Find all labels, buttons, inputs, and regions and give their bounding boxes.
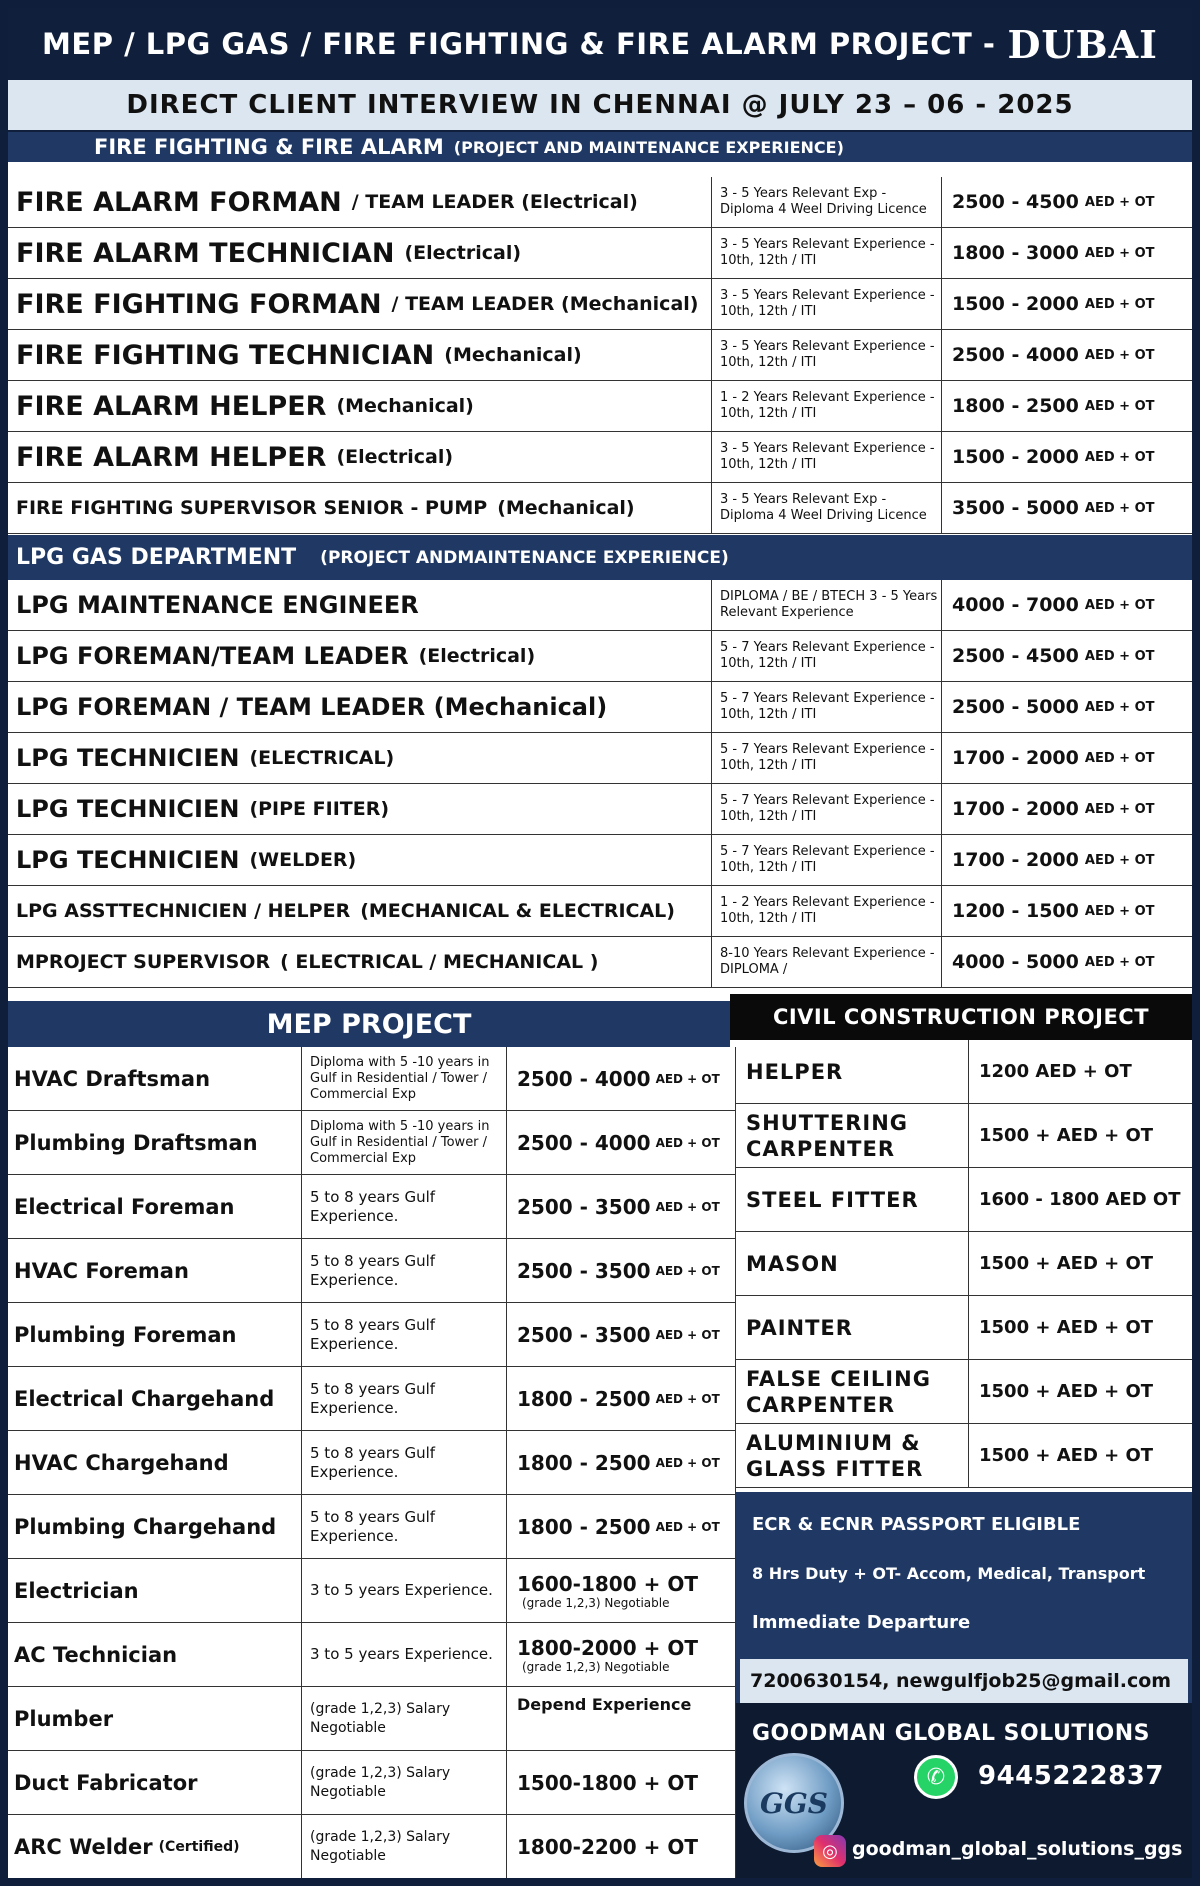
mep-salary: 1800-2200 + OT: [517, 1834, 698, 1859]
civil-role: HELPER: [746, 1059, 844, 1084]
mep-row: [8, 1751, 736, 1815]
lpg_rows-row: [8, 733, 1192, 784]
fire_rows-role: FIRE FIGHTING TECHNICIAN: [16, 339, 435, 371]
mep-salary-cell: [506, 1111, 736, 1174]
fire_rows-role-tag: (Mechanical): [444, 344, 582, 366]
lpg-section-header: [8, 535, 1192, 580]
contact-line[interactable]: 7200630154, newgulfjob25@gmail.com: [740, 1659, 1188, 1703]
mep-role-cell: [8, 1303, 301, 1366]
mep-role-cell: [8, 1623, 301, 1686]
fire_rows-experience: 3 - 5 Years Relevant Experience - 10th, 12th / ITI: [711, 228, 941, 278]
civil-row: [736, 1232, 1192, 1296]
mep-role: HVAC Draftsman: [14, 1066, 211, 1091]
mep-experience: (grade 1,2,3) Salary Negotiable: [301, 1751, 506, 1814]
lpg_rows-role-tag: (PIPE FIITER): [249, 798, 390, 820]
civil-role: MASON: [746, 1251, 839, 1276]
civil-role: ALUMINIUM & GLASS FITTER: [746, 1430, 924, 1481]
mep-salary-unit: (grade 1,2,3) Negotiable: [522, 1595, 670, 1610]
mep-role: HVAC Foreman: [14, 1258, 189, 1283]
info-box: [736, 1492, 1192, 1878]
mep-row: [8, 1559, 736, 1623]
fire_rows-salary-cell: [941, 228, 1192, 278]
fire_rows-role-cell: [8, 279, 711, 329]
mep-salary: 1600-1800 + OT: [517, 1571, 698, 1596]
civil-role: STEEL FITTER: [746, 1187, 919, 1212]
fire_rows-salary-cell: [941, 177, 1192, 227]
mep-experience: 5 to 8 years Gulf Experience.: [301, 1175, 506, 1238]
mep-experience: Diploma with 5 -10 years in Gulf in Residential / Tower / Commercial Exp: [301, 1111, 506, 1174]
whatsapp-number[interactable]: 9445222837: [978, 1761, 1164, 1791]
mep-role: Plumber: [14, 1706, 114, 1731]
lpg_rows-salary-cell: [941, 580, 1192, 630]
mep-salary-unit: AED + OT: [655, 1135, 720, 1150]
mep-salary-cell: [506, 1239, 736, 1302]
fire_rows-row: [8, 483, 1192, 534]
mep-salary: Depend Experience: [517, 1695, 692, 1714]
lpg_rows-salary: 1700 - 2000: [952, 747, 1079, 769]
lpg_rows-salary-unit: AED + OT: [1084, 597, 1155, 613]
lpg_rows-experience: 5 - 7 Years Relevant Experience - 10th, 12th / ITI: [711, 631, 941, 681]
fire_rows-row: [8, 432, 1192, 483]
civil-salary: 1500 + AED + OT: [968, 1360, 1192, 1423]
lpg_rows-row: [8, 631, 1192, 682]
lpg_rows-role-cell: [8, 886, 711, 936]
civil-salary: 1500 + AED + OT: [968, 1424, 1192, 1487]
mep-salary: 2500 - 4000: [517, 1130, 651, 1155]
mep-salary-cell: [506, 1495, 736, 1558]
fire_rows-salary-unit: AED + OT: [1084, 449, 1155, 465]
fire_rows-experience: 3 - 5 Years Relevant Experience - 10th, 12th / ITI: [711, 432, 941, 482]
fire_rows-salary: 2500 - 4500: [952, 191, 1079, 213]
fire_rows-role-tag: (Mechanical): [497, 497, 635, 519]
mep-experience: (grade 1,2,3) Salary Negotiable: [301, 1687, 506, 1750]
fire_rows-role: FIRE ALARM HELPER: [16, 441, 327, 473]
fire_rows-role: FIRE FIGHTING FORMAN: [16, 288, 382, 320]
lpg_rows-salary-unit: AED + OT: [1084, 648, 1155, 664]
lpg_rows-salary: 4000 - 7000: [952, 594, 1079, 616]
lpg_rows-salary-unit: AED + OT: [1084, 801, 1155, 817]
civil-salary: 1500 + AED + OT: [968, 1232, 1192, 1295]
lpg_rows-experience: 5 - 7 Years Relevant Experience - 10th, 12th / ITI: [711, 682, 941, 732]
mep-salary-cell: [506, 1431, 736, 1494]
mep-row: [8, 1815, 736, 1878]
mep-salary-unit: AED + OT: [655, 1071, 720, 1086]
mep-row: [8, 1111, 736, 1175]
mep-experience: 5 to 8 years Gulf Experience.: [301, 1367, 506, 1430]
mep-role: HVAC Chargehand: [14, 1450, 229, 1475]
lpg_rows-role-cell: [8, 835, 711, 885]
poster-title: [8, 8, 1192, 80]
lpg_rows-role-tag: ( ELECTRICAL / MECHANICAL ): [280, 951, 599, 973]
mep-row: [8, 1623, 736, 1687]
mep-role: ARC Welder: [14, 1834, 153, 1859]
fire_rows-salary-unit: AED + OT: [1084, 398, 1155, 414]
mep-salary-cell: [506, 1175, 736, 1238]
fire_rows-experience: 3 - 5 Years Relevant Exp - Diploma 4 Weel Driving Licence: [711, 177, 941, 227]
company-name: GOODMAN GLOBAL SOLUTIONS: [752, 1721, 1150, 1746]
lpg_rows-role-tag: (Electrical): [418, 645, 536, 667]
civil-row: [736, 1360, 1192, 1424]
mep-salary-unit: AED + OT: [655, 1327, 720, 1342]
mep-salary: 1800 - 2500: [517, 1514, 651, 1539]
lpg_rows-experience: 5 - 7 Years Relevant Experience - 10th, 12th / ITI: [711, 733, 941, 783]
civil-row: [736, 1424, 1192, 1488]
lpg_rows-role: LPG ASSTTECHNICIEN / HELPER: [16, 900, 351, 922]
mep-salary-cell: [506, 1559, 736, 1622]
mep-role-cell: [8, 1751, 301, 1814]
fire_rows-role-cell: [8, 330, 711, 380]
company-logo: GGS: [744, 1753, 844, 1853]
civil-section-header: CIVIL CONSTRUCTION PROJECT: [730, 994, 1192, 1040]
fire_rows-role-tag: (Electrical): [336, 446, 454, 468]
fire-section-header: [8, 132, 1192, 162]
fire_rows-role-tag: (Electrical): [404, 242, 522, 264]
civil-salary: 1500 + AED + OT: [968, 1104, 1192, 1167]
mep-salary-unit: AED + OT: [655, 1263, 720, 1278]
lpg_rows-role: LPG FOREMAN / TEAM LEADER (Mechanical): [16, 693, 608, 721]
fire_rows-experience: 3 - 5 Years Relevant Exp - Diploma 4 Weel Driving Licence: [711, 483, 941, 533]
civil-row: [736, 1104, 1192, 1168]
fire_rows-salary: 3500 - 5000: [952, 497, 1079, 519]
fire_rows-salary-unit: AED + OT: [1084, 296, 1155, 312]
mep-role-cell: [8, 1111, 301, 1174]
civil-role: SHUTTERING CARPENTER: [746, 1110, 909, 1161]
lpg_rows-row: [8, 682, 1192, 733]
lpg_rows-salary-cell: [941, 631, 1192, 681]
mep-salary-cell: [506, 1815, 736, 1878]
mep-salary: 2500 - 3500: [517, 1258, 651, 1283]
mep-role-note: (Certified): [158, 1838, 240, 1855]
lpg_rows-salary-unit: AED + OT: [1084, 750, 1155, 766]
fire_rows-salary-cell: [941, 381, 1192, 431]
mep-section-header: MEP PROJECT: [8, 1001, 730, 1047]
lpg_rows-role: LPG TECHNICIEN: [16, 795, 240, 823]
mep-role: Plumbing Draftsman: [14, 1130, 258, 1155]
mep-experience: Diploma with 5 -10 years in Gulf in Residential / Tower / Commercial Exp: [301, 1047, 506, 1110]
fire-section-title: FIRE FIGHTING & FIRE ALARM: [94, 135, 444, 159]
lpg-section-subtitle: (PROJECT ANDMAINTENANCE EXPERIENCE): [320, 547, 729, 568]
lpg_rows-experience: 1 - 2 Years Relevant Experience - 10th, 12th / ITI: [711, 886, 941, 936]
lpg_rows-row: [8, 580, 1192, 631]
lpg_rows-salary-cell: [941, 937, 1192, 987]
civil-salary: 1200 AED + OT: [968, 1040, 1192, 1103]
fire_rows-row: [8, 228, 1192, 279]
lpg_rows-salary: 1700 - 2000: [952, 849, 1079, 871]
lpg_rows-salary: 4000 - 5000: [952, 951, 1079, 973]
mep-role: Plumbing Chargehand: [14, 1514, 277, 1539]
mep-salary-unit: AED + OT: [655, 1199, 720, 1214]
fire-section-subtitle: (PROJECT AND MAINTENANCE EXPERIENCE): [453, 137, 844, 157]
fire_rows-row: [8, 381, 1192, 432]
civil-role: FALSE CEILING CARPENTER: [746, 1366, 931, 1417]
mep-row: [8, 1047, 736, 1111]
title-city: DUBAI: [1007, 21, 1158, 67]
mep-salary: 1500-1800 + OT: [517, 1770, 698, 1795]
lpg_rows-row: [8, 835, 1192, 886]
fire_rows-role-cell: [8, 228, 711, 278]
instagram-handle[interactable]: goodman_global_solutions_ggs: [852, 1838, 1183, 1860]
lpg_rows-salary: 2500 - 4500: [952, 645, 1079, 667]
mep-salary: 1800-2000 + OT: [517, 1635, 698, 1660]
mep-role-cell: [8, 1431, 301, 1494]
lpg_rows-salary-cell: [941, 835, 1192, 885]
mep-role: Plumbing Foreman: [14, 1322, 237, 1347]
fire_rows-salary-unit: AED + OT: [1084, 245, 1155, 261]
company-footer: [736, 1703, 1192, 1878]
fire_rows-role: FIRE ALARM TECHNICIAN: [16, 237, 395, 269]
lpg_rows-salary-unit: AED + OT: [1084, 852, 1155, 868]
title-text: MEP / LPG GAS / FIRE FIGHTING & FIRE ALARM PROJECT -: [42, 27, 996, 61]
mep-role-cell: [8, 1367, 301, 1430]
passport-eligibility: ECR & ECNR PASSPORT ELIGIBLE: [752, 1514, 1081, 1535]
fire_rows-experience: 3 - 5 Years Relevant Experience - 10th, 12th / ITI: [711, 279, 941, 329]
civil-role: PAINTER: [746, 1315, 853, 1340]
lpg_rows-experience: 5 - 7 Years Relevant Experience - 10th, 12th / ITI: [711, 835, 941, 885]
lpg_rows-salary: 1700 - 2000: [952, 798, 1079, 820]
civil-row: [736, 1168, 1192, 1232]
lpg_rows-role-cell: [8, 682, 711, 732]
fire_rows-row: [8, 279, 1192, 330]
lpg_rows-experience: DIPLOMA / BE / BTECH 3 - 5 Years Relevant Experience: [711, 580, 941, 630]
lpg_rows-role: LPG TECHNICIEN: [16, 744, 240, 772]
mep-salary-unit: AED + OT: [655, 1391, 720, 1406]
mep-salary-cell: [506, 1303, 736, 1366]
mep-role-cell: [8, 1687, 301, 1750]
lpg_rows-role-cell: [8, 937, 711, 987]
fire_rows-salary: 2500 - 4000: [952, 344, 1079, 366]
lpg_rows-salary-unit: AED + OT: [1084, 903, 1155, 919]
fire_rows-role: FIRE FIGHTING SUPERVISOR SENIOR - PUMP: [16, 497, 488, 519]
mep-row: [8, 1303, 736, 1367]
fire_rows-role-cell: [8, 483, 711, 533]
mep-experience: 5 to 8 years Gulf Experience.: [301, 1431, 506, 1494]
fire_rows-role-cell: [8, 432, 711, 482]
civil-row: [736, 1296, 1192, 1360]
civil-row: [736, 1040, 1192, 1104]
mep-salary-cell: [506, 1687, 736, 1750]
mep-role: Duct Fabricator: [14, 1770, 198, 1795]
mep-salary: 1800 - 2500: [517, 1386, 651, 1411]
fire_rows-role-tag: / TEAM LEADER (Electrical): [351, 191, 638, 213]
lpg_rows-salary-cell: [941, 886, 1192, 936]
fire_rows-salary: 1800 - 2500: [952, 395, 1079, 417]
fire_rows-row: [8, 330, 1192, 381]
lpg_rows-experience: 8-10 Years Relevant Experience - DIPLOMA /: [711, 937, 941, 987]
fire_rows-role: FIRE ALARM FORMAN: [16, 186, 342, 218]
mep-role-cell: [8, 1559, 301, 1622]
lpg_rows-role-tag: (MECHANICAL & ELECTRICAL): [360, 900, 675, 922]
lpg_rows-role-cell: [8, 580, 711, 630]
mep-salary: 1800 - 2500: [517, 1450, 651, 1475]
mep-salary-cell: [506, 1047, 736, 1110]
lpg_rows-role-cell: [8, 631, 711, 681]
lpg_rows-role-cell: [8, 733, 711, 783]
lpg_rows-salary-unit: AED + OT: [1084, 954, 1155, 970]
fire_rows-experience: 1 - 2 Years Relevant Experience - 10th, 12th / ITI: [711, 381, 941, 431]
lpg_rows-row: [8, 937, 1192, 988]
departure-note: Immediate Departure: [752, 1612, 971, 1633]
lpg_rows-row: [8, 784, 1192, 835]
mep-experience: (grade 1,2,3) Salary Negotiable: [301, 1815, 506, 1878]
mep-salary-unit: AED + OT: [655, 1519, 720, 1534]
mep-row: [8, 1239, 736, 1303]
mep-row: [8, 1495, 736, 1559]
fire_rows-role: FIRE ALARM HELPER: [16, 390, 327, 422]
lpg-section-title: LPG GAS DEPARTMENT: [16, 545, 297, 570]
lpg_rows-role-tag: (ELECTRICAL): [249, 747, 395, 769]
fire_rows-role-cell: [8, 381, 711, 431]
mep-salary: 2500 - 3500: [517, 1194, 651, 1219]
mep-row: [8, 1175, 736, 1239]
mep-row: [8, 1687, 736, 1751]
duty-benefits: 8 Hrs Duty + OT- Accom, Medical, Transport: [752, 1564, 1146, 1583]
lpg_rows-salary: 2500 - 5000: [952, 696, 1079, 718]
fire_rows-experience: 3 - 5 Years Relevant Experience - 10th, 12th / ITI: [711, 330, 941, 380]
instagram-icon: ◎: [814, 1835, 846, 1867]
fire_rows-row: [8, 177, 1192, 228]
civil-salary: 1500 + AED + OT: [968, 1296, 1192, 1359]
lpg_rows-role-cell: [8, 784, 711, 834]
fire_rows-salary: 1500 - 2000: [952, 293, 1079, 315]
mep-row: [8, 1431, 736, 1495]
lpg_rows-salary-cell: [941, 733, 1192, 783]
mep-experience: 5 to 8 years Gulf Experience.: [301, 1495, 506, 1558]
fire_rows-salary-cell: [941, 483, 1192, 533]
mep-role-cell: [8, 1239, 301, 1302]
fire_rows-salary: 1500 - 2000: [952, 446, 1079, 468]
lpg_rows-role-tag: (WELDER): [249, 849, 357, 871]
poster: [8, 8, 1192, 1878]
mep-salary: 2500 - 4000: [517, 1066, 651, 1091]
fire_rows-salary-cell: [941, 432, 1192, 482]
mep-salary-unit: (grade 1,2,3) Negotiable: [522, 1659, 670, 1674]
mep-salary: 2500 - 3500: [517, 1322, 651, 1347]
mep-role: Electrician: [14, 1578, 139, 1603]
mep-salary-cell: [506, 1751, 736, 1814]
fire_rows-role-tag: (Mechanical): [336, 395, 474, 417]
mep-experience: 3 to 5 years Experience.: [301, 1623, 506, 1686]
mep-row: [8, 1367, 736, 1431]
mep-salary-unit: AED + OT: [655, 1455, 720, 1470]
lpg_rows-role: LPG TECHNICIEN: [16, 846, 240, 874]
mep-role-cell: [8, 1175, 301, 1238]
lpg_rows-experience: 5 - 7 Years Relevant Experience - 10th, 12th / ITI: [711, 784, 941, 834]
lpg_rows-role: LPG MAINTENANCE ENGINEER: [16, 591, 419, 619]
mep-experience: 3 to 5 years Experience.: [301, 1559, 506, 1622]
lpg_rows-salary-cell: [941, 784, 1192, 834]
lpg_rows-salary-cell: [941, 682, 1192, 732]
civil-salary: 1600 - 1800 AED OT: [968, 1168, 1192, 1231]
fire_rows-role-cell: [8, 177, 711, 227]
lpg_rows-row: [8, 886, 1192, 937]
fire_rows-role-tag: / TEAM LEADER (Mechanical): [391, 293, 699, 315]
fire_rows-salary-cell: [941, 330, 1192, 380]
lpg_rows-salary-unit: AED + OT: [1084, 699, 1155, 715]
fire_rows-salary: 1800 - 3000: [952, 242, 1079, 264]
mep-experience: 5 to 8 years Gulf Experience.: [301, 1239, 506, 1302]
mep-role: Electrical Foreman: [14, 1194, 235, 1219]
mep-experience: 5 to 8 years Gulf Experience.: [301, 1303, 506, 1366]
lpg_rows-role: LPG FOREMAN/TEAM LEADER: [16, 642, 409, 670]
mep-salary-cell: [506, 1623, 736, 1686]
mep-role-cell: [8, 1047, 301, 1110]
mep-role-cell: [8, 1495, 301, 1558]
fire_rows-salary-unit: AED + OT: [1084, 347, 1155, 363]
fire_rows-salary-unit: AED + OT: [1084, 194, 1155, 210]
whatsapp-icon: ✆: [914, 1755, 958, 1799]
mep-role: AC Technician: [14, 1642, 178, 1667]
mep-role-cell: [8, 1815, 301, 1878]
interview-banner: DIRECT CLIENT INTERVIEW IN CHENNAI @ JULY 23 – 06 - 2025: [8, 80, 1192, 132]
lpg_rows-salary: 1200 - 1500: [952, 900, 1079, 922]
fire_rows-salary-cell: [941, 279, 1192, 329]
mep-salary-cell: [506, 1367, 736, 1430]
fire_rows-salary-unit: AED + OT: [1084, 500, 1155, 516]
lpg_rows-role: MPROJECT SUPERVISOR: [16, 951, 271, 973]
mep-role: Electrical Chargehand: [14, 1386, 275, 1411]
